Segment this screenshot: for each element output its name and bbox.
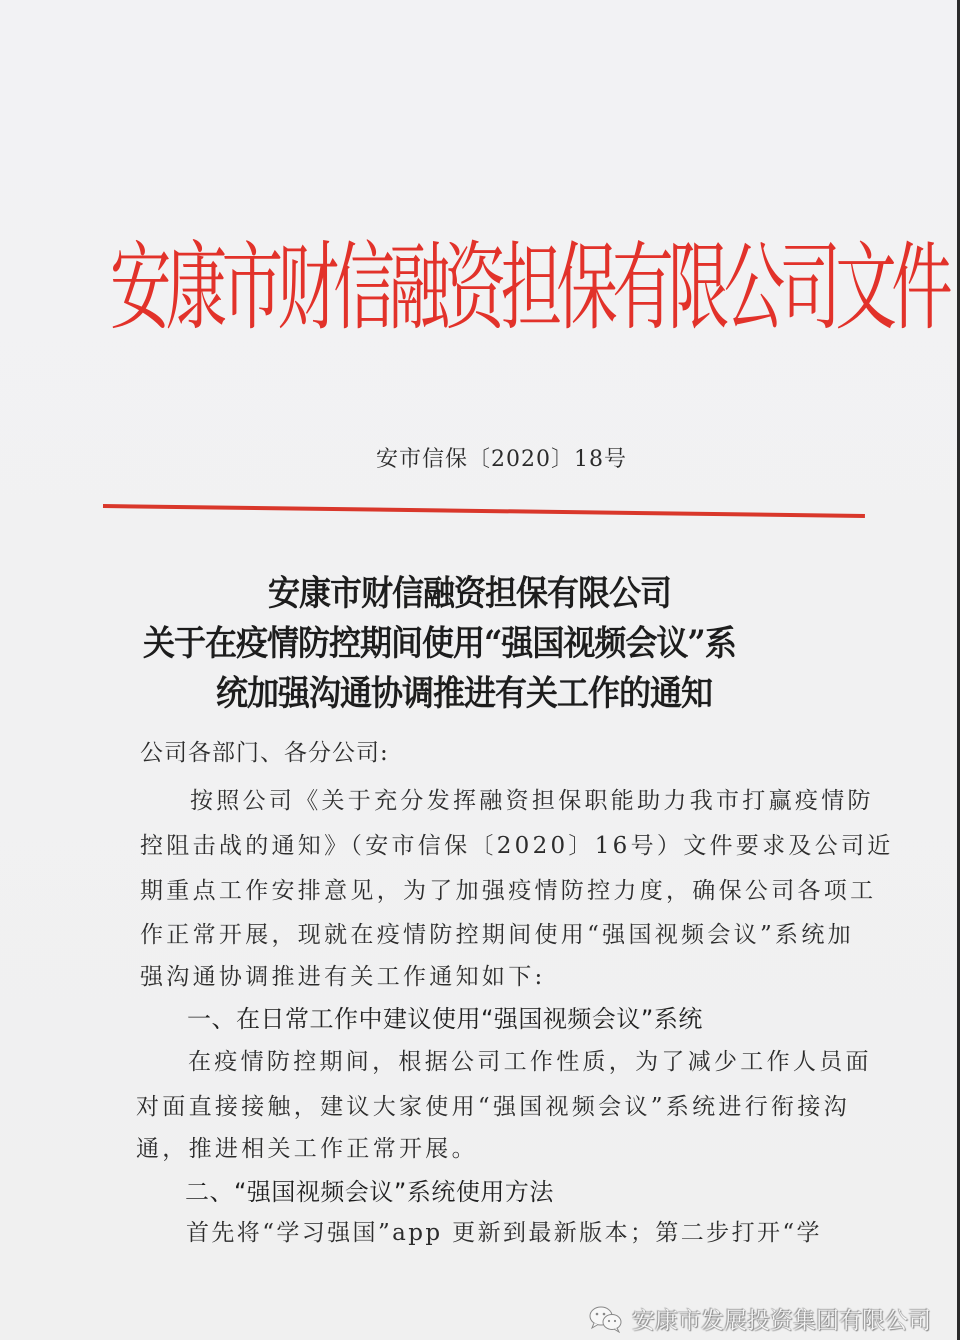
watermark-text: 安康市发展投资集团有限公司 <box>632 1308 931 1334</box>
salutation: 公司各部门、各分公司: <box>140 740 389 766</box>
intro-line-5: 强沟通协调推进有关工作通知如下: <box>140 964 546 990</box>
section-1-line-2: 对面直接接触，建议大家使用“强国视频会议”系统进行衔接沟 <box>136 1094 850 1120</box>
intro-line-3: 期重点工作安排意见，为了加强疫情防控力度，确保公司各项工 <box>140 878 877 904</box>
wechat-icon <box>588 1305 624 1333</box>
section-2-line-1: 首先将“学习强国”app 更新到最新版本；第二步打开“学 <box>186 1220 822 1246</box>
document-number: 安市信保〔2020〕18号 <box>376 447 627 472</box>
intro-line-1: 按照公司《关于充分发挥融资担保职能助力我市打赢疫情防 <box>190 788 874 814</box>
section-1-heading: 一、在日常工作中建议使用“强国视频会议”系统 <box>187 1005 703 1033</box>
section-1-line-3: 通，推进相关工作正常开展。 <box>136 1136 478 1162</box>
wechat-watermark <box>588 1302 931 1335</box>
notice-title-line-3: 统加强沟通协调推进有关工作的通知 <box>216 672 713 714</box>
section-2-heading: 二、“强国视频会议”系统使用方法 <box>185 1178 554 1206</box>
intro-line-4: 作正常开展，现就在疫情防控期间使用“强国视频会议”系统加 <box>140 922 854 948</box>
notice-title-line-2: 关于在疫情防控期间使用“强国视频会议”系 <box>143 622 736 664</box>
masthead-title: 安康市财信融资担保有限公司文件 <box>110 232 947 344</box>
notice-title-line-1: 安康市财信融资担保有限公司 <box>268 572 672 614</box>
intro-line-2: 控阻击战的通知》（安市信保〔2020〕16号）文件要求及公司近 <box>140 833 894 859</box>
section-1-line-1: 在疫情防控期间，根据公司工作性质，为了减少工作人员面 <box>188 1049 872 1075</box>
red-divider-line <box>103 504 865 518</box>
